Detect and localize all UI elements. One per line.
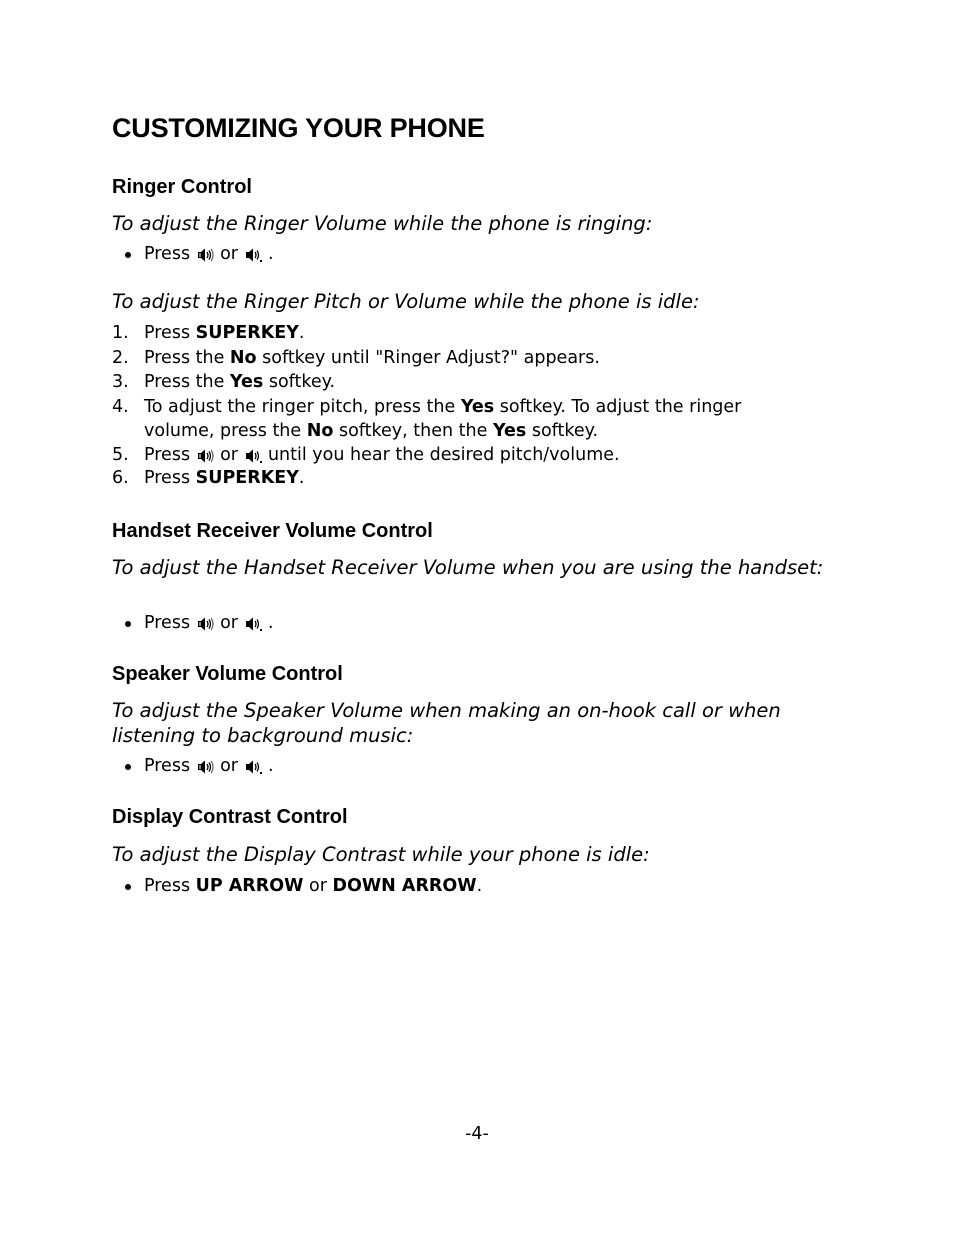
display-contrast-heading: Display Contrast Control: [112, 806, 348, 828]
volume-up-icon: [196, 759, 216, 775]
bullet-dot: [125, 884, 133, 892]
bullet-dot: [125, 764, 133, 772]
handset-volume-heading: Handset Receiver Volume Control: [112, 520, 433, 542]
or-text: or: [220, 244, 238, 264]
handset-intro: To adjust the Handset Receiver Volume when you are using the handset:: [112, 556, 824, 579]
volume-down-icon: [244, 247, 264, 263]
down-arrow-label: DOWN ARROW: [332, 876, 477, 896]
volume-down-icon: [244, 448, 264, 464]
ringer-control-heading: Ringer Control: [112, 176, 252, 198]
up-arrow-label: UP ARROW: [195, 876, 304, 896]
press-text: Press: [144, 244, 191, 264]
ringer-ringing-intro: To adjust the Ringer Volume while the phone is ringing:: [112, 212, 653, 235]
contrast-intro: To adjust the Display Contrast while your phone is idle:: [112, 843, 650, 866]
page-title: CUSTOMIZING YOUR PHONE: [112, 113, 485, 143]
volume-down-icon: [244, 759, 264, 775]
page-number: -4-: [465, 1124, 489, 1144]
volume-up-icon: [196, 616, 216, 632]
speaker-volume-heading: Speaker Volume Control: [112, 663, 343, 685]
volume-up-icon: [196, 247, 216, 263]
bullet-dot: [125, 621, 133, 629]
speaker-intro: To adjust the Speaker Volume when making an on-hook call or when listening to background music:: [112, 699, 781, 747]
superkey-label: SUPERKEY: [195, 468, 299, 488]
superkey-label: SUPERKEY: [195, 323, 299, 343]
ringer-idle-intro: To adjust the Ringer Pitch or Volume while the phone is idle:: [112, 290, 700, 313]
volume-down-icon: [244, 616, 264, 632]
volume-up-icon: [196, 448, 216, 464]
step-4: 4. To adjust the ringer pitch, press the Yes softkey. To adjust the ringer volume, press the No softkey, then the Yes softkey.: [112, 397, 742, 441]
bullet-dot: [125, 252, 133, 260]
